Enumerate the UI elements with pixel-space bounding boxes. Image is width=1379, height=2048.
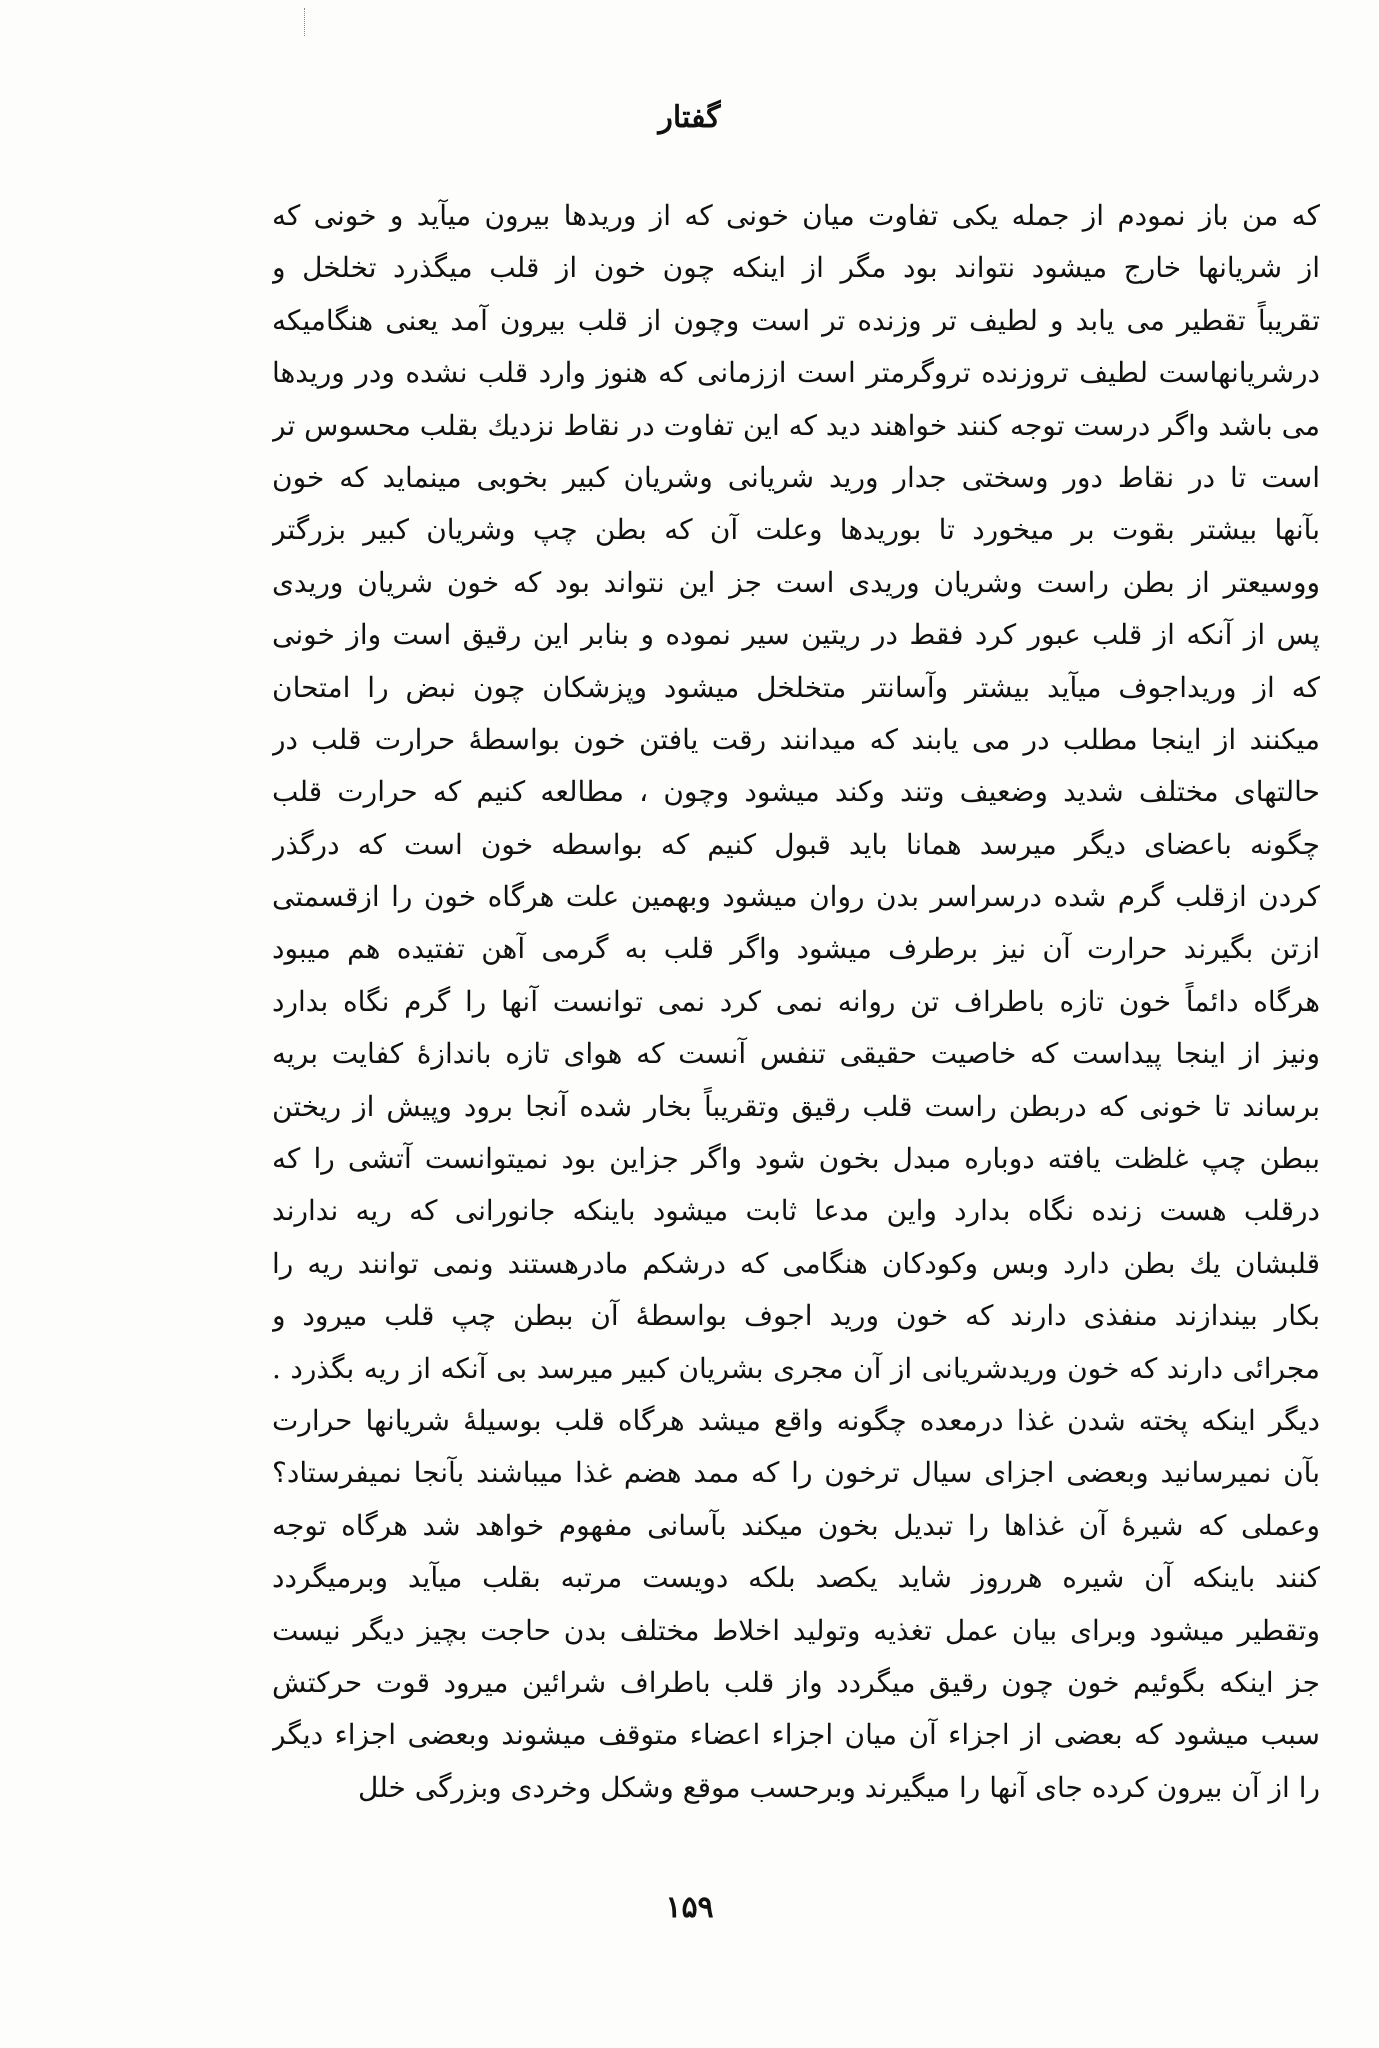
text-line: وعملی که شیرهٔ آن غذاها را تبدیل بخون میکند بآسانی مفهوم خواهد شد هرگاه توجه [272, 1508, 1320, 1542]
text-line: بآنها بیشتر بقوت بر میخورد تا بوریدها وعلت آن که بطن چپ وشریان کبیر بزرگتر [272, 513, 1320, 547]
text-line: که از وریداجوف میآید بیشتر وآسانتر متخلخل میشود وپزشکان چون نبض را امتحان [272, 670, 1320, 704]
text-line: جز اینکه بگوئیم خون چون رقیق میگردد واز قلب باطراف شرائین میرود قوت حرکتش [272, 1665, 1320, 1699]
text-line: برساند تا خونی که دربطن راست قلب رقیق وتقریباً بخار شده آنجا برود وپیش از ریختن [272, 1089, 1320, 1123]
text-line: ازتن بگیرند حرارت آن نیز برطرف میشود واگر قلب به گرمی آهن تفتیده هم میبود [272, 932, 1320, 966]
text-line: کردن ازقلب گرم شده درسراسر بدن روان میشود وبهمین علت هرگاه خون را ازقسمتی [272, 880, 1320, 914]
body-text [272, 190, 1320, 1814]
text-line: بآن نمیرسانید وبعضی اجزای سیال ترخون را که ممد هضم غذا میباشند بآنجا نمیفرستاد؟ [272, 1456, 1320, 1490]
text-line: کنند باینکه آن شیره هرروز شاید یکصد بلکه دویست مرتبه بقلب میآید وبرمیگردد [272, 1561, 1320, 1595]
text-line: تقریباً تقطیر می یابد و لطیف تر وزنده تر است وچون از قلب بیرون آمد یعنی هنگامیکه [272, 303, 1320, 337]
page-number: ۱۵۹ [665, 1890, 714, 1925]
text-line: دیگر اینکه پخته شدن غذا درمعده چگونه واقع میشد هرگاه قلب بوسیلهٔ شریانها حرارت [272, 1403, 1320, 1437]
text-line: بکار بیندازند منفذی دارند که خون ورید اجوف بواسطهٔ آن ببطن چپ قلب میرود و [272, 1299, 1320, 1333]
text-line: از شریانها خارج میشود نتواند بود مگر از اینکه چون خون از قلب میگذرد تخلخل و [272, 251, 1320, 285]
text-line: سبب میشود که بعضی از اجزاء آن میان اجزاء اعضاء متوقف میشوند وبعضی اجزاء دیگر [272, 1718, 1320, 1752]
text-line: که من باز نمودم از جمله یکی تفاوت میان خونی که از وریدها بیرون میآید و خونی که [272, 199, 1320, 232]
scan-artifact-mark [304, 8, 307, 36]
text-line: قلبشان یك بطن دارد وبس وکودکان هنگامی که درشکم مادرهستند ونمی توانند ریه را [272, 1246, 1320, 1280]
running-header: گفتار [658, 100, 721, 135]
text-line: میکنند از اینجا مطلب در می یابند که میدانند رقت یافتن خون بواسطهٔ حرارت قلب در [272, 722, 1320, 756]
text-line: می باشد واگر درست توجه کنند خواهند دید که این تفاوت در نقاط نزدیك بقلب محسوس تر [272, 408, 1320, 442]
text-line: مجرائی دارند که خون وریدشریانی از آن مجری بشریان کبیر میرسد بی آنکه از ریه بگذرد . [272, 1351, 1320, 1385]
text-line: حالتهای مختلف شدید وضعیف وتند وکند میشود وچون ، مطالعه کنیم که حرارت قلب [272, 775, 1320, 809]
text-line: درقلب هست زنده نگاه بدارد واین مدعا ثابت میشود باینکه جانورانی که ریه ندارند [272, 1194, 1320, 1228]
text-line: پس از آنکه از قلب عبور کرد فقط در ریتین سیر نموده و بنابر این رقیق است واز خونی [272, 618, 1320, 652]
text-line: است تا در نقاط دور وسختی جدار ورید شریانی وشریان کبیر بخوبی مینماید که خون [272, 460, 1320, 494]
text-line: هرگاه دائماً خون تازه باطراف تن روانه نمی کرد نمی توانست آنها را گرم نگاه بدارد [272, 984, 1320, 1018]
text-line: ووسیعتر از بطن راست وشریان وریدی است جز این نتواند بود که خون شریان وریدی [272, 565, 1320, 599]
text-line: ببطن چپ غلظت یافته دوباره مبدل بخون شود واگر جزاین بود نمیتوانست آتشی را که [272, 1142, 1320, 1176]
text-line: چگونه باعضای دیگر میرسد همانا باید قبول کنیم که بواسطه خون است که درگذر [272, 827, 1320, 861]
text-line: ونیز از اینجا پیداست که خاصیت حقیقی تنفس آنست که هوای تازه باندازهٔ کفایت بریه [272, 1037, 1320, 1071]
text-line: وتقطیر میشود وبرای بیان عمل تغذیه وتولید اخلاط مختلف بدن حاجت بچیز دیگر نیست [272, 1613, 1320, 1647]
text-line: را از آن بیرون کرده جای آنها را میگیرند وبرحسب موقع وشکل وخردی وبزرگی خلل [358, 1770, 1320, 1804]
text-line: درشریانهاست لطیف تروزنده تروگرمتر است اززمانی که هنوز وارد قلب نشده ودر وریدها [272, 356, 1320, 390]
